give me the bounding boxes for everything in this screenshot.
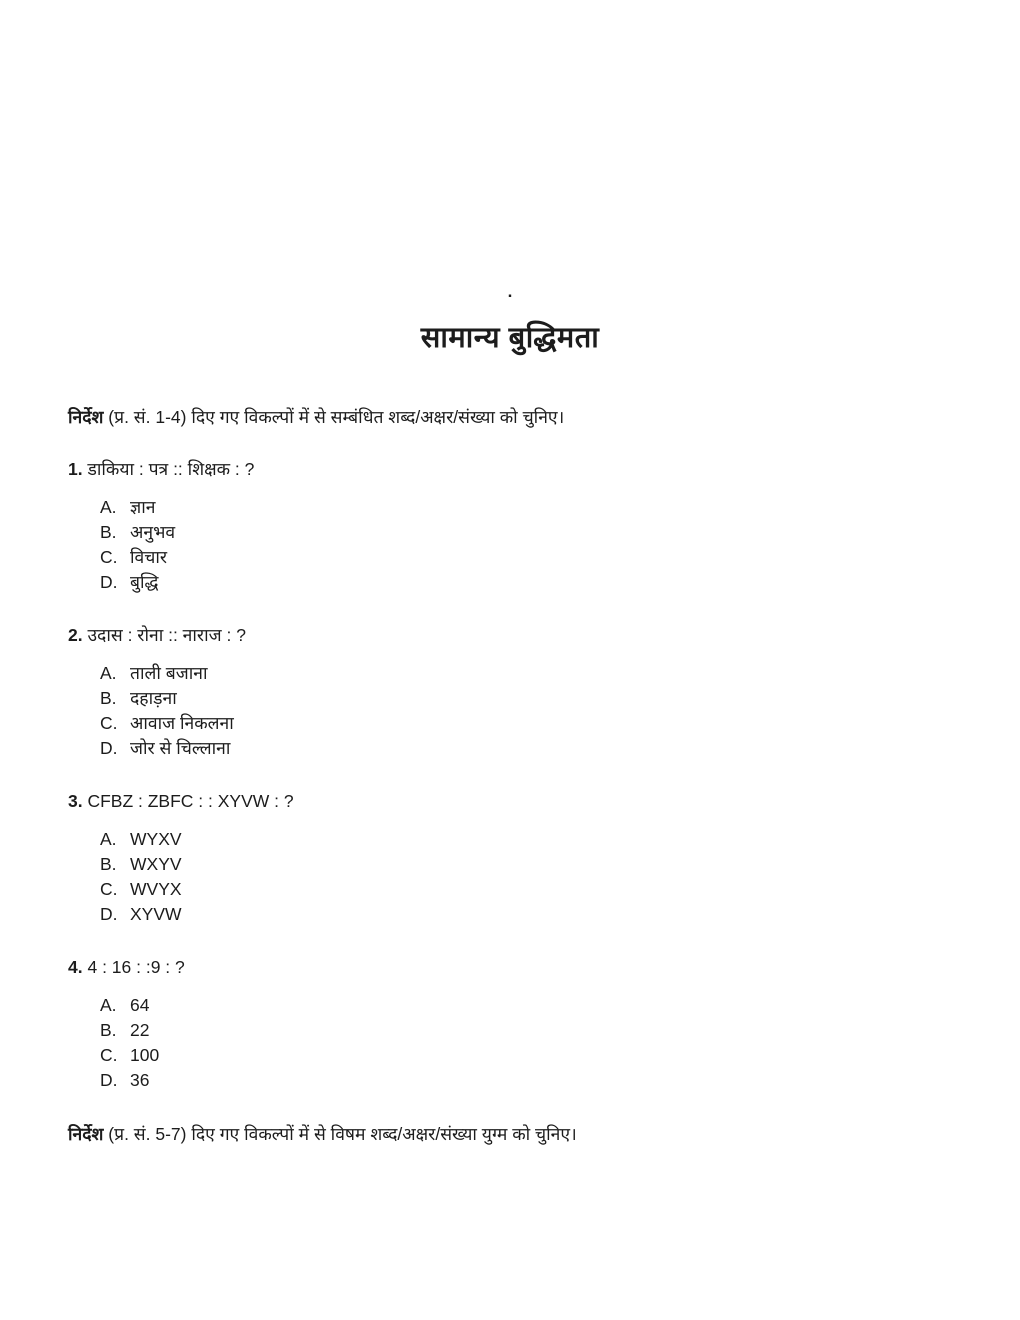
question-2 xyxy=(68,624,952,761)
option-row xyxy=(100,736,952,761)
option-letter: D. xyxy=(100,572,118,592)
page-title: सामान्य बुद्धिमता xyxy=(420,322,600,354)
option-text: 64 xyxy=(130,995,150,1015)
question-1-options xyxy=(100,495,952,595)
question-3-options xyxy=(100,827,952,927)
question-1-text: डाकिया : पत्र :: शिक्षक : ? xyxy=(82,459,255,479)
option-letter: D. xyxy=(100,1070,118,1090)
question-2-text: उदास : रोना :: नाराज : ? xyxy=(82,625,246,645)
question-3-number: 3. xyxy=(68,791,83,811)
option-letter: D. xyxy=(100,904,118,924)
option-text: आवाज निकलना xyxy=(130,713,234,733)
directions-bottom-text: (प्र. सं. 5-7) दिए गए विकल्पों में से विषम शब्द/अक्षर/संख्या युग्म को चुनिए। xyxy=(103,1124,577,1144)
directions-bottom-label: निर्देश xyxy=(68,1124,104,1144)
page-content xyxy=(0,406,1020,1146)
question-3-text: CFBZ : ZBFC : : XYVW : ? xyxy=(82,791,294,811)
option-letter: B. xyxy=(100,688,117,708)
option-letter: B. xyxy=(100,522,117,542)
option-row xyxy=(100,1043,952,1068)
option-letter: B. xyxy=(100,1020,117,1040)
question-3-line xyxy=(68,790,952,813)
option-row xyxy=(100,495,952,520)
question-2-number: 2. xyxy=(68,625,83,645)
option-row xyxy=(100,902,952,927)
option-text: 36 xyxy=(130,1070,150,1090)
option-row xyxy=(100,852,952,877)
option-letter: C. xyxy=(100,713,118,733)
option-row xyxy=(100,827,952,852)
option-row xyxy=(100,686,952,711)
option-letter: C. xyxy=(100,879,118,899)
directions-top-text: (प्र. सं. 1-4) दिए गए विकल्पों में से सम्बंधित शब्द/अक्षर/संख्या को चुनिए। xyxy=(103,407,565,427)
option-text: WVYX xyxy=(130,879,182,899)
option-text: दहाड़ना xyxy=(130,688,177,708)
question-1-line xyxy=(68,458,952,481)
question-1 xyxy=(68,458,952,595)
directions-top-label: निर्देश xyxy=(68,407,104,427)
question-4-text: 4 : 16 : :9 : ? xyxy=(82,957,185,977)
option-text: ज्ञान xyxy=(130,497,156,517)
option-letter: D. xyxy=(100,738,118,758)
option-text: विचार xyxy=(130,547,168,567)
question-4-number: 4. xyxy=(68,957,83,977)
option-row xyxy=(100,545,952,570)
option-letter: C. xyxy=(100,547,118,567)
question-3 xyxy=(68,790,952,927)
option-row xyxy=(100,570,952,595)
option-row xyxy=(100,661,952,686)
question-4-line xyxy=(68,956,952,979)
question-2-line xyxy=(68,624,952,647)
stray-dot: . xyxy=(507,282,513,301)
option-text: WXYV xyxy=(130,854,182,874)
option-row xyxy=(100,993,952,1018)
option-text: जोर से चिल्लाना xyxy=(130,738,231,758)
option-row xyxy=(100,711,952,736)
option-text: अनुभव xyxy=(130,522,176,542)
option-text: 100 xyxy=(130,1045,160,1065)
option-text: बुद्धि xyxy=(130,572,159,592)
question-4-options xyxy=(100,993,952,1093)
option-row xyxy=(100,877,952,902)
option-text: ताली बजाना xyxy=(130,663,208,683)
question-1-number: 1. xyxy=(68,459,83,479)
question-4 xyxy=(68,956,952,1093)
option-letter: A. xyxy=(100,497,117,517)
option-letter: A. xyxy=(100,829,117,849)
option-letter: A. xyxy=(100,995,117,1015)
option-text: 22 xyxy=(130,1020,150,1040)
option-row xyxy=(100,1068,952,1093)
directions-bottom xyxy=(68,1123,952,1146)
option-row xyxy=(100,520,952,545)
option-letter: A. xyxy=(100,663,117,683)
option-text: WYXV xyxy=(130,829,182,849)
option-row xyxy=(100,1018,952,1043)
question-2-options xyxy=(100,661,952,761)
option-letter: B. xyxy=(100,854,117,874)
directions-top xyxy=(68,406,952,429)
option-letter: C. xyxy=(100,1045,118,1065)
option-text: XYVW xyxy=(130,904,182,924)
